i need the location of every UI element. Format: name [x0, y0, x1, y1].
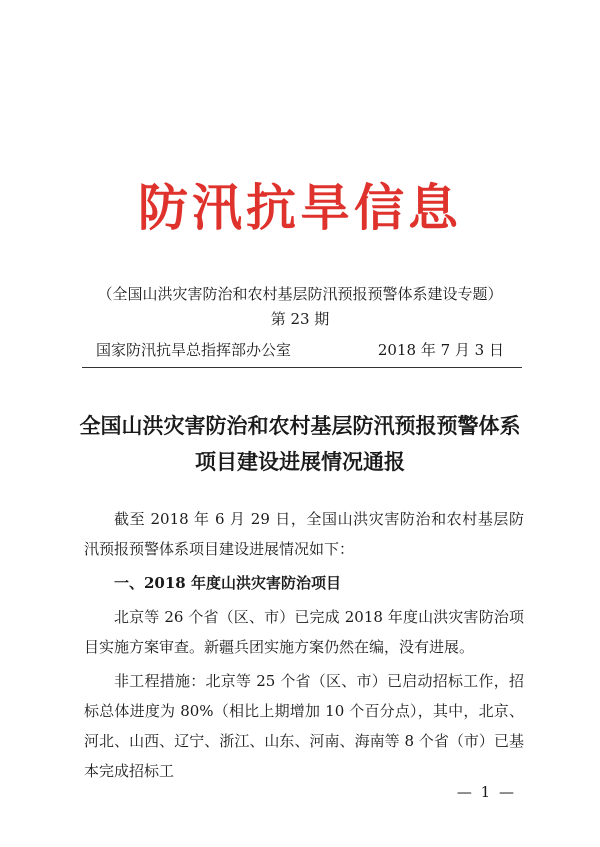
issuing-organization: 国家防汛抗旱总指挥部办公室	[96, 341, 292, 359]
masthead-title: 防汛抗旱信息	[138, 178, 462, 237]
page-number: — 1 —	[456, 783, 516, 801]
body-paragraph: 北京等 26 个省（区、市）已完成 2018 年度山洪灾害防治项目实施方案审查。新疆兵团实施方案仍然在编，没有进展。	[84, 608, 524, 656]
document-title-line-2: 项目建设进展情况通报	[195, 449, 405, 474]
body-paragraph: 非工程措施：北京等 25 个省（区、市）已启动招标工作，招标总体进度为 80%（相比上期增加 10 个百分点），其中，北京、河北、山西、辽宁、浙江、山东、河南、海南等 8 个省（市）已基本完成招标工	[84, 672, 524, 780]
issue-date: 2018 年 7 月 3 日	[377, 341, 504, 359]
header-divider	[82, 367, 522, 368]
document-title-line-1: 全国山洪灾害防治和农村基层防汛预报预警体系	[79, 413, 521, 438]
special-topic-subtitle: （全国山洪灾害防治和农村基层防汛预报预警体系建设专题）	[97, 285, 503, 303]
document-title	[0, 408, 600, 480]
document-body	[84, 504, 524, 786]
section-heading: 一、2018 年度山洪灾害防治项目	[114, 574, 341, 592]
intro-paragraph: 截至 2018 年 6 月 29 日，全国山洪灾害防治和农村基层防汛预报预警体系项目建设进展情况如下：	[84, 510, 524, 558]
issue-number: 第 23 期	[270, 310, 330, 328]
